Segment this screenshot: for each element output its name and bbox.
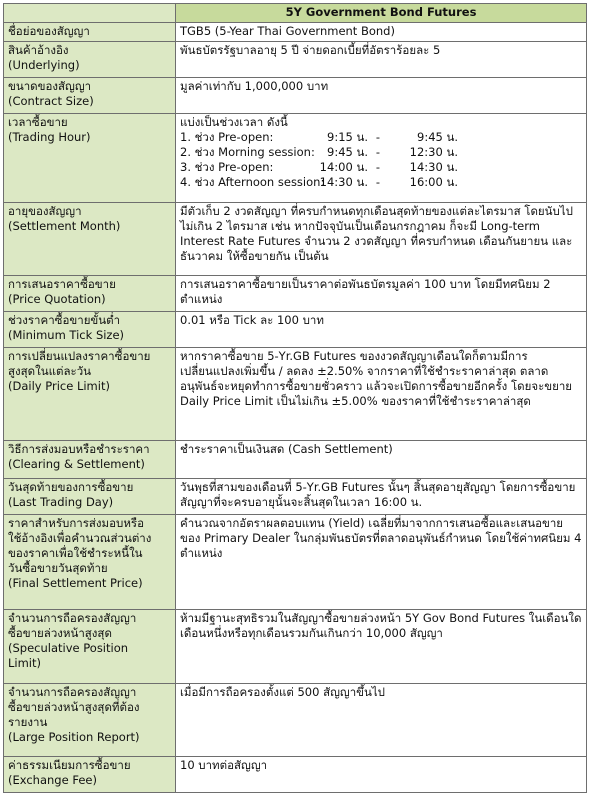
table-row: [4, 441, 587, 479]
row-value: [176, 441, 587, 479]
label-line: (Exchange Fee): [8, 773, 97, 787]
table-row: [4, 276, 587, 312]
row-value: [176, 23, 587, 42]
trading-sessions: [180, 130, 582, 190]
session-dash: -: [375, 145, 381, 159]
value-text: หากราคาซื้อขาย 5-Yr.GB Futures ของงวดสัญญาเดือนใดก็ตามมีการเปลี่ยนแปลงเพิ่มขึ้น / ลดลง ±2.50% จากราคาที่ใช้ชำระราคาล่าสุด ตลาดอนุพันธ์จะหยุดทำการซื้อขายชั่วคราว แล้วจะเปิดการซื้อขายอีกครั้ง โดยจะขยาย Daily Price Limit เป็นไม่เกิน ±5.00% ของราคาที่ใช้ชำระราคาล่าสุด: [180, 349, 573, 408]
label-line: (Underlying): [8, 58, 80, 72]
session-name: 1. ช่วง Pre-open:: [180, 130, 274, 144]
value-text: คำนวณจากอัตราผลตอบแทน (Yield) เฉลี่ยที่มาจากการเสนอซื้อและเสนอขายของ Primary Dealer ในกลุ่มพันธบัตรที่ตลาดอนุพันธ์กำหนด โดยใช้ค่าทศนิยม 4 ตำแหน่ง: [180, 516, 582, 560]
header-row: [4, 4, 587, 23]
row-value: [176, 684, 587, 757]
row-value: [176, 348, 587, 441]
value-text: การเสนอราคาซื้อขายเป็นราคาต่อพันธบัตรมูลค่า 100 บาท โดยมีทศนิยม 2 ตำแหน่ง: [180, 277, 551, 306]
row-label: [4, 312, 176, 348]
label-line: ขนาดของสัญญา: [8, 79, 92, 93]
session-start: 9:15 น.: [327, 130, 368, 144]
session-end: 16:00 น.: [409, 175, 458, 189]
label-line: (Large Position Report): [8, 730, 140, 744]
table-row: [4, 479, 587, 515]
label-line: (Price Quotation): [8, 292, 106, 306]
value-text: ห้ามมีฐานะสุทธิรวมในสัญญาซื้อขายล่วงหน้า 5Y Gov Bond Futures ในเดือนใดเดือนหนึ่งหรือทุกเดือนรวมกันเกินกว่า 10,000 สัญญา: [180, 611, 582, 640]
row-label: [4, 203, 176, 276]
session-dash: -: [375, 130, 381, 144]
label-line: ค่าธรรมเนียมการซื้อขาย: [8, 758, 131, 772]
session-start: 9:45 น.: [327, 145, 368, 159]
label-line: สินค้าอ้างอิง: [8, 43, 69, 57]
header-blank-cell: [4, 4, 176, 23]
row-value: [176, 203, 587, 276]
label-line: ซื้อขายล่วงหน้าสูงสุดที่ต้อง: [8, 700, 140, 714]
row-label: [4, 78, 176, 114]
row-label: [4, 276, 176, 312]
table-row: [4, 312, 587, 348]
session-name: 2. ช่วง Morning session:: [180, 145, 315, 159]
session-end: 14:30 น.: [409, 160, 458, 174]
label-line: รายงาน: [8, 715, 48, 729]
value-text: พันธบัตรรัฐบาลอายุ 5 ปี จ่ายดอกเบี้ยที่อัตราร้อยละ 5: [180, 43, 441, 57]
table-row: [4, 757, 587, 793]
value-text: TGB5 (5-Year Thai Government Bond): [180, 24, 395, 38]
label-line: การเสนอราคาซื้อขาย: [8, 277, 116, 291]
row-label: [4, 441, 176, 479]
contract-spec-table: [3, 3, 587, 793]
row-value: [176, 757, 587, 793]
table-row: [4, 23, 587, 42]
row-label: [4, 479, 176, 515]
session-start: 14:00 น.: [319, 160, 368, 174]
row-label: [4, 610, 176, 684]
label-line: วิธีการส่งมอบหรือชำระราคา: [8, 442, 150, 456]
label-line: (Speculative Position: [8, 641, 129, 655]
row-label: [4, 348, 176, 441]
label-line: ซื้อขายล่วงหน้าสูงสุด: [8, 626, 112, 640]
label-line: (Last Trading Day): [8, 495, 114, 509]
label-line: ใช้อ้างอิงเพื่อคำนวณส่วนต่าง: [8, 531, 152, 545]
session-dash: -: [375, 175, 381, 189]
row-value: [176, 312, 587, 348]
label-line: ช่วงราคาซื้อขายขั้นต่ำ: [8, 313, 121, 327]
value-text: เมื่อมีการถือครองตั้งแต่ 500 สัญญาขึ้นไป: [180, 685, 385, 699]
label-line: (Trading Hour): [8, 130, 91, 144]
session-name: 3. ช่วง Pre-open:: [180, 160, 274, 174]
table-title: 5Y Government Bond Futures: [176, 4, 587, 23]
row-label: [4, 23, 176, 42]
label-line: (Daily Price Limit): [8, 379, 110, 393]
value-text: มูลค่าเท่ากับ 1,000,000 บาท: [180, 79, 329, 93]
label-line: วันซื้อขายวันสุดท้าย: [8, 561, 108, 575]
row-label: [4, 757, 176, 793]
session-start: 14:30 น.: [319, 175, 368, 189]
label-line: เวลาซื้อขาย: [8, 115, 68, 129]
session-end: 12:30 น.: [409, 145, 458, 159]
label-line: (Settlement Month): [8, 219, 121, 233]
table-row: [4, 42, 587, 78]
value-text: มีตัวเก็บ 2 งวดสัญญา ที่ครบกำหนดทุกเดือนสุดท้ายของแต่ละไตรมาส โดยนับไปไม่เกิน 2 ไตรมาส เช่น หากปัจจุบันเป็นเดือนกรกฎาคม ก็จะมี Long-term Interest Rate Futures จำนวน 2 งวดสัญญา ที่ครบกำหนด เดือนกันยายน และธันวาคม ให้ซื้อขายกัน เป็นต้น: [180, 204, 573, 263]
row-value: [176, 114, 587, 203]
label-line: (Final Settlement Price): [8, 576, 143, 590]
table-row: [4, 78, 587, 114]
label-line: ชื่อย่อของสัญญา: [8, 24, 90, 38]
table-row: [4, 684, 587, 757]
label-line: สูงสุดในแต่ละวัน: [8, 364, 92, 378]
session-dash: -: [375, 160, 381, 174]
value-text: 0.01 หรือ Tick ละ 100 บาท: [180, 313, 324, 327]
value-text: ชำระราคาเป็นเงินสด (Cash Settlement): [180, 442, 393, 456]
label-line: การเปลี่ยนแปลงราคาซื้อขาย: [8, 349, 151, 363]
trading-hours-intro: แบ่งเป็นช่วงเวลา ดังนี้: [180, 115, 288, 129]
label-line: Limit): [8, 656, 41, 670]
label-line: อายุของสัญญา: [8, 204, 82, 218]
label-line: วันสุดท้ายของการซื้อขาย: [8, 480, 134, 494]
table-row: [4, 203, 587, 276]
label-line: (Contract Size): [8, 94, 94, 108]
row-value: [176, 42, 587, 78]
row-value: [176, 276, 587, 312]
table-row: [4, 515, 587, 610]
label-line: (Clearing & Settlement): [8, 457, 145, 471]
label-line: (Minimum Tick Size): [8, 328, 125, 342]
value-text: วันพุธที่สามของเดือนที่ 5-Yr.GB Futures นั้นๆ สิ้นสุดอายุสัญญา โดยการซื้อขายสัญญาที่จะครบอายุนั้นจะสิ้นสุดในเวลา 16:00 น.: [180, 480, 576, 509]
label-line: จำนวนการถือครองสัญญา: [8, 611, 137, 625]
label-line: ของราคาเพื่อใช้ชำระหนี้ใน: [8, 546, 143, 560]
session-end: 9:45 น.: [417, 130, 458, 144]
table-row: [4, 348, 587, 441]
row-value: [176, 610, 587, 684]
session-name: 4. ช่วง Afternoon session:: [180, 175, 325, 189]
table-row: [4, 114, 587, 203]
table-row: [4, 610, 587, 684]
value-text: 10 บาทต่อสัญญา: [180, 758, 268, 772]
row-label: [4, 684, 176, 757]
row-label: [4, 114, 176, 203]
row-value: [176, 479, 587, 515]
row-value: [176, 515, 587, 610]
label-line: จำนวนการถือครองสัญญา: [8, 685, 137, 699]
label-line: ราคาสำหรับการส่งมอบหรือ: [8, 516, 145, 530]
row-label: [4, 42, 176, 78]
row-value: [176, 78, 587, 114]
row-label: [4, 515, 176, 610]
